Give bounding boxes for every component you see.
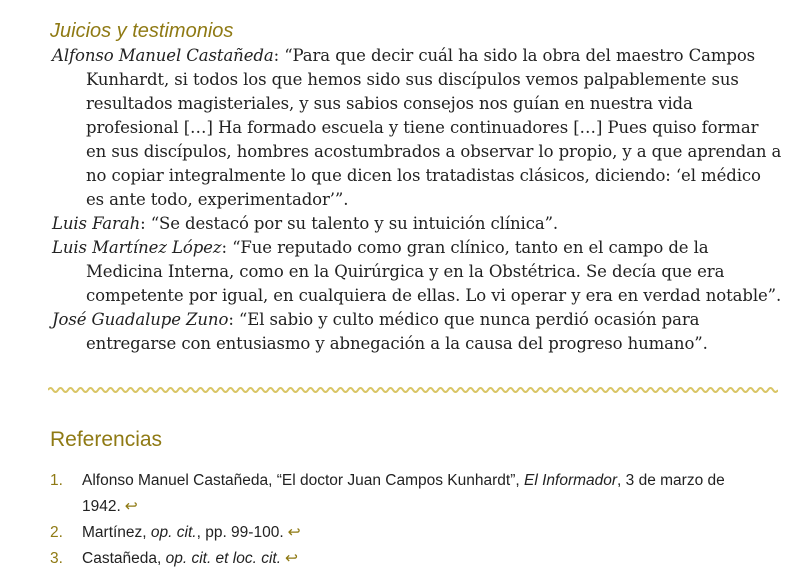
testimony-separator: : — [140, 214, 151, 233]
testimony-separator: : — [273, 46, 285, 65]
testimony-separator: : — [228, 310, 239, 329]
reference-number: 2. — [50, 524, 63, 541]
testimony-separator: : — [221, 238, 233, 257]
reference-text: Martínez, — [82, 524, 151, 541]
back-to-text-icon[interactable]: ↩ — [285, 550, 299, 567]
testimony-author: José Guadalupe Zuno — [52, 310, 229, 329]
testimony-author: Alfonso Manuel Castañeda — [52, 46, 274, 65]
reference-text: Castañeda, — [82, 550, 166, 567]
testimony-castaneda — [52, 44, 782, 212]
testimony-zuno — [52, 308, 782, 356]
references-title: Referencias — [50, 428, 163, 451]
reference-item — [50, 468, 780, 520]
wavy-divider — [48, 383, 778, 397]
reference-text: Alfonso Manuel Castañeda, “El doctor Juan Campos Kunhardt”, — [82, 472, 524, 489]
back-to-text-icon[interactable]: ↩ — [124, 498, 138, 515]
reference-source: op. cit. et loc. cit. — [165, 550, 282, 567]
reference-item — [50, 546, 780, 572]
reference-number: 3. — [50, 550, 63, 567]
references-list — [50, 468, 780, 572]
reference-source: op. cit. — [150, 524, 197, 541]
reference-number: 1. — [50, 472, 63, 489]
testimony-author: Luis Farah — [52, 214, 141, 233]
testimonies-list — [52, 44, 782, 356]
testimony-quote: “Fue reputado como gran clínico, tanto en el campo de la Medicina Interna, como en la Quirúrgica y en la Obstétrica. Se decía que era competente por igual, en cualquiera de ellas. Lo vi operar y era en verdad notable”. — [86, 238, 782, 305]
reference-item — [50, 520, 780, 546]
testimony-farah — [52, 212, 782, 236]
section-title: Juicios y testimonios — [50, 20, 234, 42]
back-to-text-icon[interactable]: ↩ — [287, 524, 301, 541]
testimony-martinez — [52, 236, 782, 308]
reference-detail: , pp. 99-100. — [196, 524, 284, 541]
testimony-quote: “El sabio y culto médico que nunca perdió ocasión para entregarse con entusiasmo y abnegación a la causa del progreso humano”. — [86, 310, 708, 353]
reference-source: El Informador — [524, 472, 618, 489]
testimony-author: Luis Martínez López — [52, 238, 222, 257]
testimony-quote: “Para que decir cuál ha sido la obra del maestro Campos Kunhardt, si todos los que hemos sido sus discípulos vemos palpablemente sus resultados magisteriales, y sus sabios consejos nos guían en nuestra vida profesional […] Ha formado escuela y tiene continuadores […] Pues quiso formar en sus discípulos, hombres acostumbrados a observar lo propio, y a que aprendan a no copiar integralmente lo que dicen los tratadistas clásicos, diciendo: ‘el médico es ante todo, experimentador’”. — [86, 46, 782, 209]
testimony-quote: “Se destacó por su talento y su intuición clínica”. — [150, 214, 559, 233]
reference-detail: , 3 de marzo de 1942. — [82, 472, 725, 515]
